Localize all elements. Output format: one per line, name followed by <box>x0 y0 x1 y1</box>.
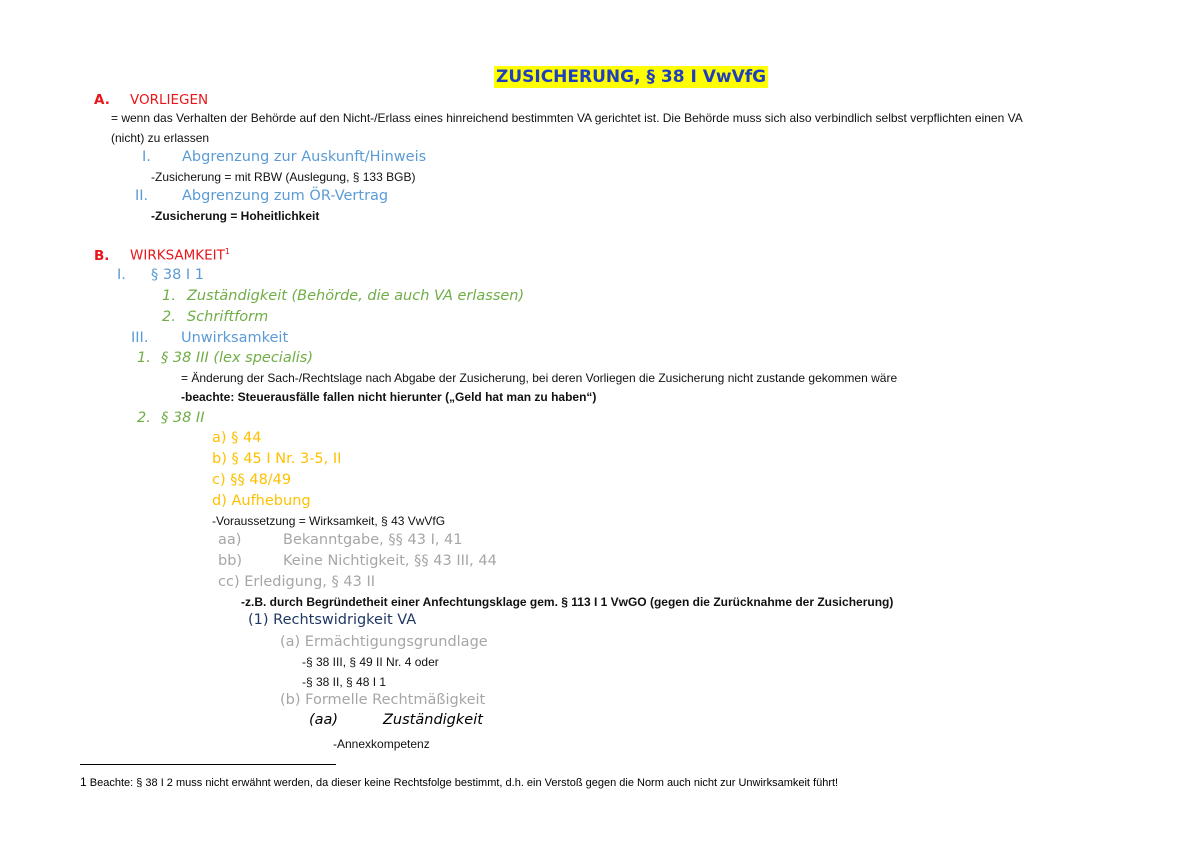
letter-d: d) Aufhebung <box>212 493 311 509</box>
letter-c: c) §§ 48/49 <box>212 472 292 488</box>
subheading-unwirksamkeit <box>131 330 288 346</box>
item-zustaendigkeit-aa <box>309 712 483 728</box>
subheading-label: § 38 I 1 <box>151 267 205 283</box>
section-a-heading <box>94 92 208 108</box>
item-label: Keine Nichtigkeit, §§ 43 III, 44 <box>283 553 497 569</box>
subheading-number: II. <box>135 188 149 204</box>
item-schriftform <box>162 309 268 325</box>
double-item-nichtigkeit <box>218 553 497 569</box>
item-label: Zuständigkeit <box>383 712 483 728</box>
double-item-bekanntgabe <box>218 532 463 548</box>
item-label: Schriftform <box>187 309 269 325</box>
section-b-marker: B. <box>94 247 110 264</box>
footnote-number: 1 <box>80 775 87 789</box>
note-zusicherung-rbw: -Zusicherung = mit RBW (Auslegung, § 133 BGB) <box>151 170 416 184</box>
note-anfechtungsklage: -z.B. durch Begründetheit einer Anfechtungsklage gem. § 113 I 1 VwGO (gegen die Zurücknahme der Zusicherung) <box>241 595 894 609</box>
note-egl-1: -§ 38 III, § 49 II Nr. 4 oder <box>302 655 439 669</box>
item-label: § 38 II <box>161 410 205 426</box>
subheading-number: III. <box>131 330 149 346</box>
note-egl-2: -§ 38 II, § 48 I 1 <box>302 675 387 689</box>
item-label: Zuständigkeit (Behörde, die auch VA erlassen) <box>187 288 525 304</box>
footnote <box>80 775 838 789</box>
section-a-title: VORLIEGEN <box>130 92 209 108</box>
item-number: (aa) <box>309 712 339 728</box>
item-number: bb) <box>218 553 243 569</box>
note-aenderung-sachlage: = Änderung der Sach-/Rechtslage nach Abgabe der Zusicherung, bei deren Vorliegen die Zusicherung nicht zustande gekommen wäre <box>181 371 898 385</box>
item-ermaechtigungsgrundlage: (a) Ermächtigungsgrundlage <box>280 634 488 650</box>
item-label: § 38 III (lex specialis) <box>161 350 313 366</box>
section-b-title: WIRKSAMKEIT <box>130 247 225 264</box>
item-38-iii <box>137 350 313 366</box>
subheading-number: I. <box>117 267 126 283</box>
subheading-38-i-1 <box>117 267 204 283</box>
item-38-ii <box>137 410 204 426</box>
item-number: 1. <box>162 288 176 304</box>
item-number: aa) <box>218 532 242 548</box>
letter-b: b) § 45 I Nr. 3-5, II <box>212 451 342 467</box>
subheading-oer-vertrag <box>135 188 388 204</box>
section-b-heading <box>94 247 230 264</box>
item-number: 2. <box>137 410 151 426</box>
footnote-reference: 1 <box>224 247 230 256</box>
letter-a: a) § 44 <box>212 430 262 446</box>
double-item-erledigung: cc) Erledigung, § 43 II <box>218 574 375 590</box>
item-rechtswidrigkeit: (1) Rechtswidrigkeit VA <box>248 612 417 628</box>
subheading-auskunft <box>142 149 426 165</box>
note-steuerausfaelle: -beachte: Steuerausfälle fallen nicht hierunter („Geld hat man zu haben“) <box>181 390 597 404</box>
definition-line-1: = wenn das Verhalten der Behörde auf den Nicht-/Erlass eines hinreichend bestimmten VA gerichtet ist. Die Behörde muss sich also verbindlich selbst verpflichten einen VA <box>111 111 1023 125</box>
subheading-label: Abgrenzung zur Auskunft/Hinweis <box>182 149 427 165</box>
footnote-separator <box>80 764 336 765</box>
item-zustaendigkeit <box>162 288 524 304</box>
footnote-text: Beachte: § 38 I 2 muss nicht erwähnt werden, da dieser keine Rechtsfolge bestimmt, d.h. ein Verstoß gegen die Norm auch nicht zur Unwirksamkeit führt! <box>89 777 839 789</box>
subheading-label: Unwirksamkeit <box>181 330 289 346</box>
item-label: Bekanntgabe, §§ 43 I, 41 <box>283 532 463 548</box>
note-annexkompetenz: -Annexkompetenz <box>333 737 430 751</box>
page-title: ZUSICHERUNG, § 38 I VwVfG <box>496 67 767 87</box>
item-formelle-rechtmaessigkeit: (b) Formelle Rechtmäßigkeit <box>280 692 486 708</box>
section-a-marker: A. <box>94 92 110 108</box>
note-voraussetzung: -Voraussetzung = Wirksamkeit, § 43 VwVfG <box>212 514 446 528</box>
definition-line-2: (nicht) zu erlassen <box>111 131 210 145</box>
subheading-label: Abgrenzung zum ÖR-Vertrag <box>182 188 389 204</box>
item-number: 2. <box>162 309 176 325</box>
subheading-number: I. <box>142 149 151 165</box>
note-hoheitlichkeit: -Zusicherung = Hoheitlichkeit <box>151 209 320 223</box>
item-number: 1. <box>137 350 151 366</box>
